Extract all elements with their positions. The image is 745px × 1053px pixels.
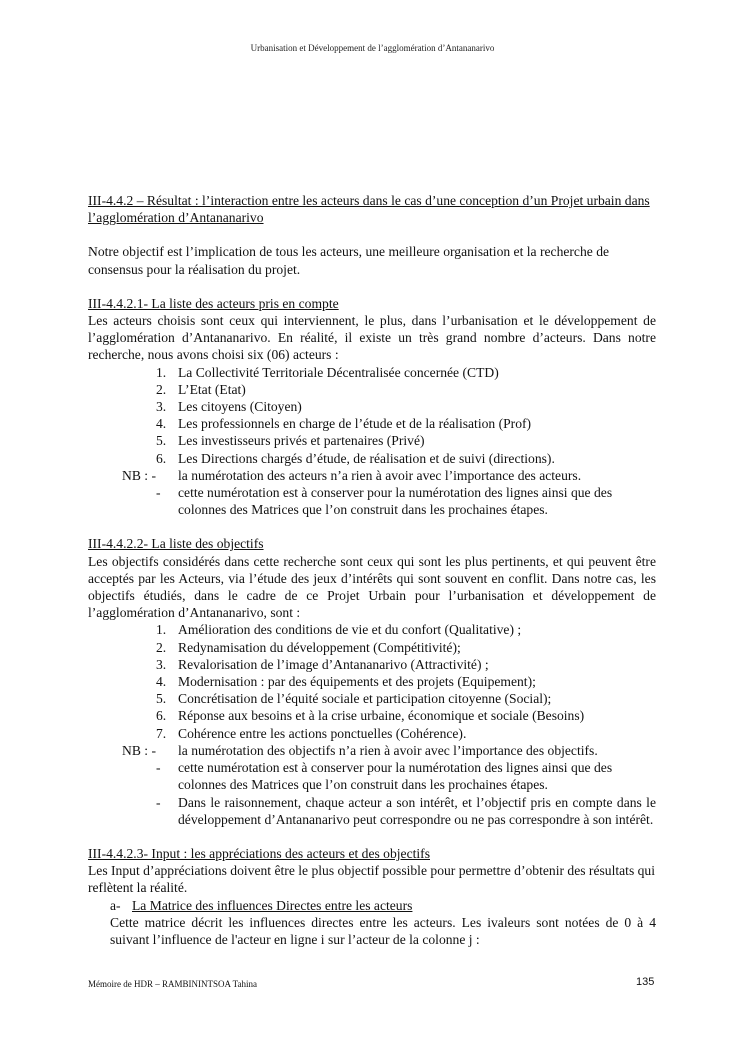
footer-author: Mémoire de HDR – RAMBININTSOA Tahina — [88, 979, 257, 989]
objectives-nb-2: - cette numérotation est à conserver pour la numérotation des lignes ainsi que des colonnes des Matrices que l’on construit dans les prochaines étapes. — [156, 760, 613, 793]
sub-paragraph: Cette matrice décrit les influences directes entre les acteurs. Les ivaleurs sont notées de 0 à 4 suivant l’influence de l'acteur en ligne i sur l’acteur de la colonne j : — [110, 914, 656, 947]
page-header: Urbanisation et Développement de l’agglomération d’Antananarivo — [250, 43, 495, 53]
nb-label: NB : - — [122, 742, 156, 758]
actors-nb-2: - cette numérotation est à conserver pour la numérotation des lignes ainsi que des colonnes des Matrices que l’on construit dans les prochaines étapes. — [156, 485, 613, 518]
list-item: 3. Revalorisation de l’image d’Antananarivo (Attractivité) ; — [156, 656, 489, 672]
page-number: 135 — [636, 976, 655, 988]
nb-dash: - — [156, 794, 161, 810]
sub-heading: La Matrice des influences Directes entre les acteurs — [132, 897, 413, 913]
list-item: 4. Modernisation : par des équipements et des projets (Equipement); — [156, 674, 536, 690]
list-item: 2. Redynamisation du développement (Compétitivité); — [156, 639, 461, 655]
section-intro: Notre objectif est l’implication de tous les acteurs, une meilleure organisation et la recherche de consensus pour la réalisation du projet. — [88, 244, 610, 277]
list-item: 3. Les citoyens (Citoyen) — [156, 399, 302, 415]
list-item: 6. Réponse aux besoins et à la crise urbaine, économique et sociale (Besoins) — [156, 708, 585, 724]
section-heading: III-4.4.2 – Résultat : l’interaction entre les acteurs dans le cas d’une conception d’un Projet urbain dans l’agglomération d’Antananarivo — [88, 193, 650, 226]
objectives-nb-3: - Dans le raisonnement, chaque acteur a son intérêt, et l’objectif pris en compte dans le développement d’Antananarivo peut correspondre ou ne pas correspondre à son intérêt. — [156, 794, 656, 827]
list-item: 7. Cohérence entre les actions ponctuelles (Cohérence). — [156, 725, 467, 741]
nb-label: NB : - — [122, 467, 156, 483]
list-item: 2. L’Etat (Etat) — [156, 381, 246, 397]
objectives-list — [88, 621, 656, 741]
nb-dash: - — [156, 485, 161, 501]
list-item: 6. Les Directions chargés d’étude, de réalisation et de suivi (directions). — [156, 450, 555, 466]
objectives-nb-1: NB : - la numérotation des objectifs n’a rien à avoir avec l’importance des objectifs. — [122, 742, 598, 758]
objectives-heading: III-4.4.2.2- La liste des objectifs — [88, 536, 264, 552]
actors-nb-1: NB : - la numérotation des acteurs n’a rien à avoir avec l’importance des acteurs. — [122, 467, 582, 483]
list-item: 4. Les professionnels en charge de l’étude et de la réalisation (Prof) — [156, 416, 532, 432]
actors-list — [88, 364, 656, 467]
input-heading: III-4.4.2.3- Input : les appréciations des acteurs et des objectifs — [88, 845, 430, 861]
input-subsection — [88, 897, 656, 914]
actors-paragraph: Les acteurs choisis sont ceux qui interviennent, le plus, dans l’urbanisation et le développement de l’agglomération d’Antananarivo. En réalité, il existe un très grand nombre d’acteurs. Dans notre recherche, nous avons choisi six (06) acteurs : — [88, 313, 656, 363]
list-item: 1. La Collectivité Territoriale Décentralisée concernée (CTD) — [156, 364, 499, 380]
input-paragraph: Les Input d’appréciations doivent être le plus objectif possible pour permettre d’obtenir des résultats qui reflètent la réalité. — [88, 863, 656, 896]
list-item: 1. Amélioration des conditions de vie et du confort (Qualitative) ; — [156, 622, 522, 638]
nb-dash: - — [156, 760, 161, 776]
sub-label: a- — [110, 897, 121, 913]
page-content — [88, 192, 656, 948]
list-item: 5. Les investisseurs privés et partenaires (Privé) — [156, 433, 425, 449]
list-item: 5. Concrétisation de l’équité sociale et participation citoyenne (Social); — [156, 691, 552, 707]
objectives-paragraph: Les objectifs considérés dans cette recherche sont ceux qui sont les plus pertinents, et qui peuvent être acceptés par les Acteurs, via l’étude des jeux d’intérêts qui sont souvent en conflit. Dans notre cas, les objectifs étudiés, dans le cadre de ce Projet Urbain pour l’urbanisation et développement de l’agglomération d’Antananarivo, sont : — [88, 553, 656, 621]
actors-heading: III-4.4.2.1- La liste des acteurs pris en compte — [88, 295, 339, 311]
